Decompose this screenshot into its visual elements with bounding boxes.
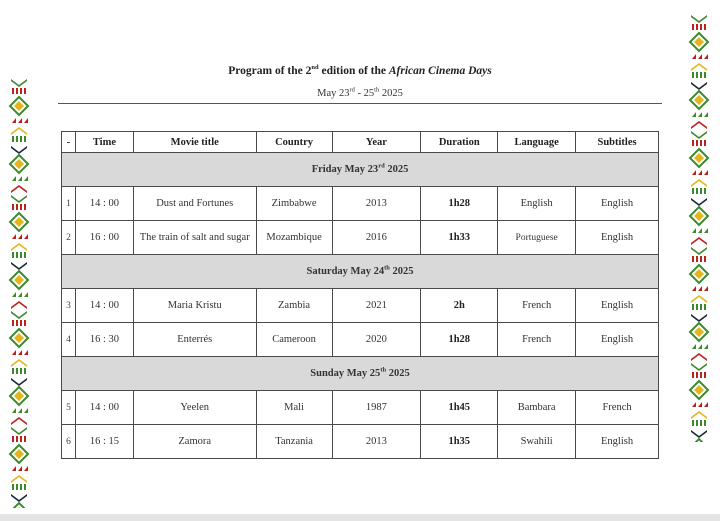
cell-year: 2013 [332, 187, 421, 221]
cell-time: 16 : 00 [75, 221, 133, 255]
cell-num: 4 [62, 323, 76, 357]
cell-language: Bambara [498, 391, 576, 425]
triangle-motif [692, 286, 708, 291]
cell-language: Swahili [498, 425, 576, 459]
tick-motif [692, 256, 694, 262]
tick-motif [20, 320, 22, 326]
triangle-motif [692, 228, 708, 233]
triangle-motif [692, 54, 708, 59]
header-duration: Duration [421, 132, 498, 153]
cell-duration: 2h [421, 289, 498, 323]
section-row-friday [62, 153, 659, 187]
triangle-motif [12, 408, 28, 413]
chevron-motif [691, 411, 707, 419]
tick-motif [24, 368, 26, 374]
chevron-motif [691, 295, 707, 303]
section-row-saturday [62, 255, 659, 289]
tick-motif [24, 436, 26, 442]
page-bottom-edge [0, 514, 720, 521]
chevron-motif [691, 353, 707, 361]
tick-motif [24, 88, 26, 94]
diamond-core-motif [14, 391, 24, 401]
cell-title: Yeelen [133, 391, 256, 425]
tick-motif [700, 140, 702, 146]
chevron-motif [11, 301, 27, 309]
cell-country: Tanzania [256, 425, 332, 459]
cell-language: Portuguese [498, 221, 576, 255]
left-decorative-border [8, 78, 30, 508]
cell-subtitles: English [576, 221, 659, 255]
cell-time: 14 : 00 [75, 187, 133, 221]
chevron-motif [11, 79, 27, 87]
chevron-motif [691, 121, 707, 129]
cell-num: 3 [62, 289, 76, 323]
tick-motif [16, 88, 18, 94]
section-label: Saturday May 24th 2025 [62, 255, 659, 289]
cell-duration: 1h28 [421, 323, 498, 357]
tick-motif [696, 304, 698, 310]
tick-motif [20, 436, 22, 442]
section-label: Friday May 23rd 2025 [62, 153, 659, 187]
tick-motif [692, 304, 694, 310]
cell-duration: 1h35 [421, 425, 498, 459]
header-language: Language [498, 132, 576, 153]
triangle-motif [12, 350, 28, 355]
tick-motif [696, 372, 698, 378]
tick-motif [20, 136, 22, 142]
program-table [61, 131, 659, 459]
tick-motif [696, 256, 698, 262]
cell-time: 16 : 30 [75, 323, 133, 357]
cell-subtitles: French [576, 391, 659, 425]
diamond-core-motif [694, 95, 704, 105]
triangle-motif [692, 112, 708, 117]
chevron-motif [11, 378, 27, 386]
tick-motif [696, 420, 698, 426]
chevron-motif [691, 131, 707, 139]
cell-language: French [498, 323, 576, 357]
cell-language: French [498, 289, 576, 323]
tick-motif [16, 204, 18, 210]
chevron-motif [11, 359, 27, 367]
triangle-motif [12, 292, 28, 297]
tick-motif [700, 72, 702, 78]
cell-language: English [498, 187, 576, 221]
section-row-sunday [62, 357, 659, 391]
tick-motif [24, 204, 26, 210]
tick-motif [704, 420, 706, 426]
tick-motif [24, 136, 26, 142]
cell-year: 2016 [332, 221, 421, 255]
triangle-motif [12, 176, 28, 181]
section-label: Sunday May 25th 2025 [62, 357, 659, 391]
tick-motif [704, 24, 706, 30]
tick-motif [16, 136, 18, 142]
cell-duration: 1h45 [421, 391, 498, 425]
diamond-core-motif [694, 385, 704, 395]
chevron-motif [691, 430, 707, 438]
document-title: Program of the 2nd edition of the African Cinema Days [228, 64, 492, 77]
header-subtitles: Subtitles [576, 132, 659, 153]
cell-time: 16 : 15 [75, 425, 133, 459]
table-row [62, 425, 659, 459]
cell-time: 14 : 00 [75, 289, 133, 323]
cell-title: The train of salt and sugar [133, 221, 256, 255]
header-year: Year [332, 132, 421, 153]
tick-motif [700, 372, 702, 378]
tick-motif [16, 320, 18, 326]
cell-time: 14 : 00 [75, 391, 133, 425]
tick-motif [704, 140, 706, 146]
chevron-motif [11, 243, 27, 251]
right-decorative-border [688, 14, 710, 442]
header-num: - [62, 132, 76, 153]
tick-motif [12, 436, 14, 442]
tick-motif [20, 204, 22, 210]
tick-motif [692, 420, 694, 426]
chevron-motif [11, 146, 27, 154]
cell-num: 1 [62, 187, 76, 221]
tick-motif [704, 188, 706, 194]
cell-country: Mali [256, 391, 332, 425]
cell-year: 2013 [332, 425, 421, 459]
tick-motif [700, 188, 702, 194]
cell-year: 2021 [332, 289, 421, 323]
cell-num: 2 [62, 221, 76, 255]
tick-motif [16, 484, 18, 490]
chevron-motif [11, 417, 27, 425]
tick-motif [696, 24, 698, 30]
tick-motif [700, 420, 702, 426]
cell-duration: 1h33 [421, 221, 498, 255]
chevron-motif [691, 179, 707, 187]
chevron-motif [11, 262, 27, 270]
cell-duration: 1h28 [421, 187, 498, 221]
tick-motif [704, 256, 706, 262]
triangle-motif [12, 466, 28, 471]
diamond-core-motif [14, 159, 24, 169]
header-divider [58, 103, 662, 104]
tick-motif [704, 72, 706, 78]
cell-subtitles: English [576, 289, 659, 323]
tick-motif [704, 304, 706, 310]
tick-motif [12, 484, 14, 490]
header-title: Movie title [133, 132, 256, 153]
chevron-motif [691, 82, 707, 90]
diamond-core-motif [694, 211, 704, 221]
tick-motif [700, 24, 702, 30]
header-country: Country [256, 132, 332, 153]
cell-year: 2020 [332, 323, 421, 357]
chevron-motif [11, 475, 27, 483]
table-row [62, 289, 659, 323]
cell-country: Zambia [256, 289, 332, 323]
chevron-motif [691, 63, 707, 71]
diamond-core-motif [14, 449, 24, 459]
cell-country: Cameroon [256, 323, 332, 357]
diamond-core-motif [14, 333, 24, 343]
tick-motif [692, 188, 694, 194]
tick-motif [12, 88, 14, 94]
chevron-motif [11, 185, 27, 193]
tick-motif [24, 484, 26, 490]
document-header [58, 62, 662, 101]
cell-num: 5 [62, 391, 76, 425]
tick-motif [24, 252, 26, 258]
diamond-core-motif [14, 101, 24, 111]
tick-motif [704, 372, 706, 378]
chevron-motif [691, 314, 707, 322]
triangle-motif [692, 170, 708, 175]
tick-motif [696, 188, 698, 194]
triangle-motif [12, 234, 28, 239]
tick-motif [20, 252, 22, 258]
tick-motif [20, 368, 22, 374]
tick-motif [12, 252, 14, 258]
table-row [62, 187, 659, 221]
chevron-motif [691, 198, 707, 206]
tick-motif [12, 320, 14, 326]
tick-motif [696, 72, 698, 78]
chevron-motif [691, 363, 707, 371]
table-row [62, 391, 659, 425]
chevron-motif [11, 427, 27, 435]
tick-motif [24, 320, 26, 326]
table-header-row [62, 132, 659, 153]
table-row [62, 221, 659, 255]
triangle-motif [692, 344, 708, 349]
tick-motif [16, 368, 18, 374]
tick-motif [692, 72, 694, 78]
cell-title: Zamora [133, 425, 256, 459]
tick-motif [692, 24, 694, 30]
tick-motif [700, 304, 702, 310]
table-row [62, 323, 659, 357]
diamond-core-motif [694, 153, 704, 163]
triangle-motif [12, 118, 28, 123]
document-date-range: May 23rd - 25th 2025 [317, 86, 403, 99]
diamond-core-motif [694, 327, 704, 337]
chevron-motif [11, 195, 27, 203]
diamond-core-motif [694, 37, 704, 47]
chevron-motif [691, 237, 707, 245]
chevron-motif [691, 15, 707, 23]
chevron-motif [691, 247, 707, 255]
chevron-motif [11, 494, 27, 502]
tick-motif [692, 372, 694, 378]
diamond-core-motif [14, 275, 24, 285]
cell-title: Maria Kristu [133, 289, 256, 323]
cell-country: Zimbabwe [256, 187, 332, 221]
chevron-motif [11, 311, 27, 319]
cell-subtitles: English [576, 323, 659, 357]
tick-motif [20, 88, 22, 94]
diamond-motif [690, 439, 708, 442]
cell-subtitles: English [576, 187, 659, 221]
tick-motif [700, 256, 702, 262]
cell-subtitles: English [576, 425, 659, 459]
triangle-motif [692, 402, 708, 407]
tick-motif [12, 136, 14, 142]
chevron-motif [11, 127, 27, 135]
tick-motif [16, 252, 18, 258]
tick-motif [12, 368, 14, 374]
tick-motif [20, 484, 22, 490]
tick-motif [696, 140, 698, 146]
tick-motif [16, 436, 18, 442]
cell-country: Mozambique [256, 221, 332, 255]
cell-year: 1987 [332, 391, 421, 425]
diamond-core-motif [14, 217, 24, 227]
cell-num: 6 [62, 425, 76, 459]
header-time: Time [75, 132, 133, 153]
diamond-core-motif [694, 269, 704, 279]
cell-title: Dust and Fortunes [133, 187, 256, 221]
tick-motif [692, 140, 694, 146]
tick-motif [12, 204, 14, 210]
cell-title: Enterrés [133, 323, 256, 357]
